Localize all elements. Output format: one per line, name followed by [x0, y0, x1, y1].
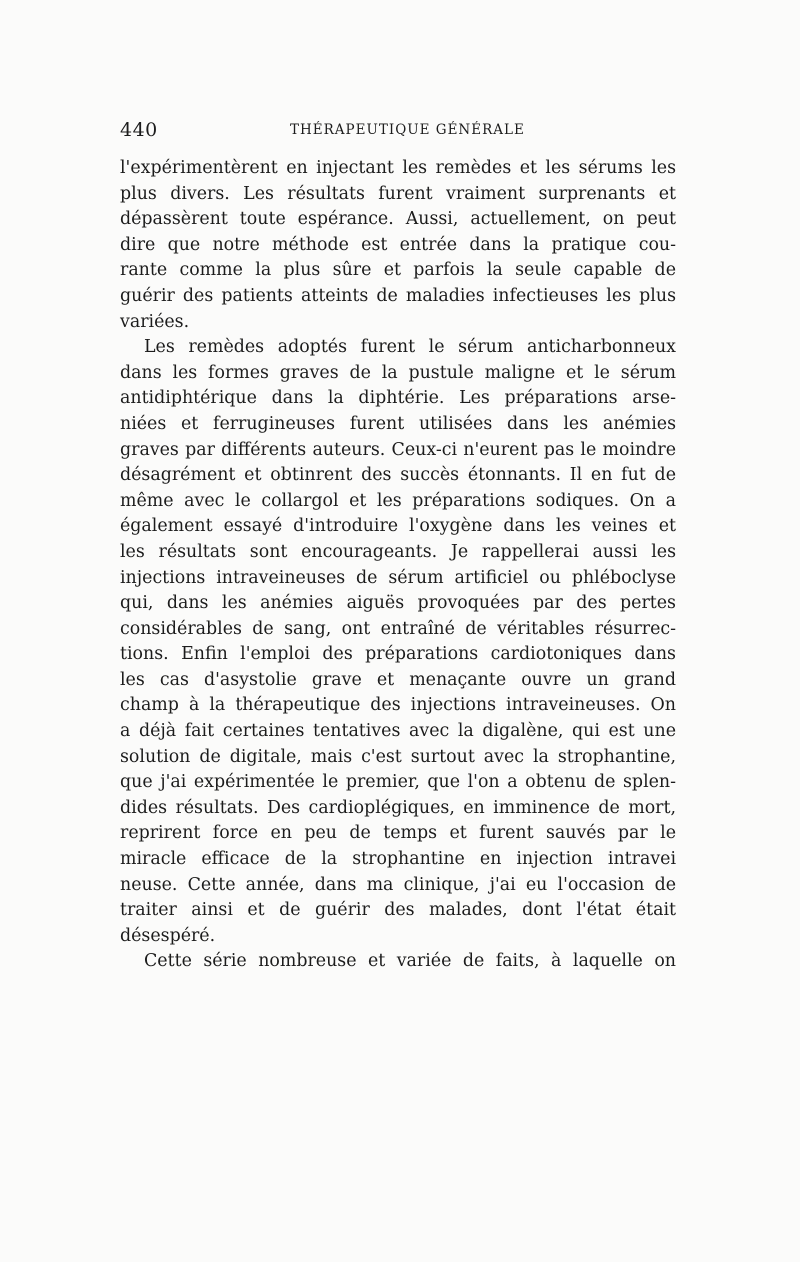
text-line: désespéré. — [120, 925, 216, 946]
text-line: graves par différents auteurs. Ceux-ci n'eurent pas le moindre — [120, 439, 676, 460]
text-line: qui, dans les anémies aiguës provoquées par des pertes — [120, 593, 676, 614]
text-line: injections intraveineuses de sérum artificiel ou phléboclyse — [120, 567, 676, 588]
running-title: THÉRAPEUTIQUE GÉNÉRALE — [290, 122, 525, 138]
text-line: Les remèdes adoptés furent le sérum anticharbonneux — [144, 337, 676, 358]
text-line: guérir des patients atteints de maladies infectieuses les plus — [120, 285, 676, 306]
text-line: miracle efficace de la strophantine en injection intravei — [120, 849, 676, 870]
text-line: dides résultats. Des cardioplégiques, en imminence de mort, — [120, 797, 676, 818]
text-line: plus divers. Les résultats furent vraiment surprenants et — [120, 183, 676, 204]
text-line: niées et ferrugineuses furent utilisées dans les anémies — [120, 413, 676, 434]
text-line: traiter ainsi et de guérir des malades, dont l'état était — [120, 900, 676, 921]
text-line: que j'ai expérimentée le premier, que l'on a obtenu de splen- — [120, 772, 676, 793]
text-line: considérables de sang, ont entraîné de véritables résurrec- — [120, 618, 676, 639]
page-number: 440 — [120, 119, 158, 141]
text-line: l'expérimentèrent en injectant les remèdes et les sérums les — [120, 158, 676, 178]
text-line: reprirent force en peu de temps et furent sauvés par le — [120, 823, 676, 844]
text-line: solution de digitale, mais c'est surtout avec la strophantine, — [120, 746, 676, 767]
text-line: dans les formes graves de la pustule maligne et le sérum — [120, 362, 676, 383]
text-line: variées. — [120, 311, 190, 332]
text-line: dépassèrent toute espérance. Aussi, actuellement, on peut — [120, 209, 676, 230]
text-line: a déjà fait certaines tentatives avec la digalène, qui est une — [120, 721, 676, 742]
text-line: également essayé d'introduire l'oxygène dans les veines et — [120, 516, 676, 537]
text-line: les cas d'asystolie grave et menaçante ouvre un grand — [120, 669, 676, 690]
text-line: désagrément et obtinrent des succès étonnants. Il en fut de — [120, 465, 676, 486]
page-header — [120, 119, 680, 143]
text-line: rante comme la plus sûre et parfois la seule capable de — [120, 260, 676, 281]
text-line: les résultats sont encourageants. Je rappellerai aussi les — [120, 541, 676, 562]
text-line: antidiphtérique dans la diphtérie. Les préparations arse- — [120, 388, 676, 409]
text-line: Cette série nombreuse et variée de faits, à laquelle on — [144, 951, 676, 972]
text-line: dire que notre méthode est entrée dans la pratique cou- — [120, 234, 676, 255]
text-line: neuse. Cette année, dans ma clinique, j'ai eu l'occasion de — [120, 874, 676, 895]
text-line: tions. Enfin l'emploi des préparations cardiotoniques dans — [120, 644, 676, 665]
text-line: champ à la thérapeutique des injections intraveineuses. On — [120, 695, 676, 716]
text-line: même avec le collargol et les préparations sodiques. On a — [120, 490, 676, 511]
body-text — [120, 156, 676, 975]
